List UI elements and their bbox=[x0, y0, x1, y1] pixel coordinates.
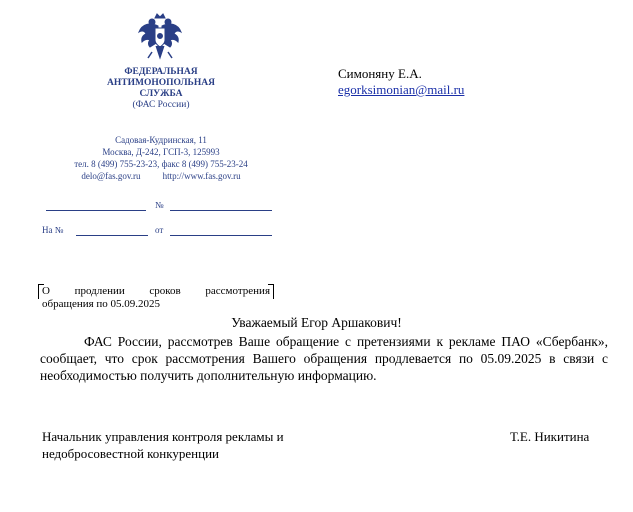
incoming-number-line bbox=[76, 235, 148, 236]
org-website: http://www.fas.gov.ru bbox=[162, 171, 241, 181]
outgoing-number-sign: № bbox=[155, 200, 164, 210]
incoming-number-label: На № bbox=[42, 225, 64, 235]
address-phone: тел. 8 (499) 755-23-23, факс 8 (499) 755-23-24 bbox=[74, 159, 248, 169]
subject-line-2: обращения по 05.09.2025 bbox=[42, 298, 161, 310]
subject-line-1: О продлении сроков рассмотрения bbox=[42, 285, 270, 297]
organization-address bbox=[44, 134, 278, 182]
org-short-name: (ФАС России) bbox=[132, 100, 190, 110]
outgoing-number-line bbox=[170, 210, 272, 211]
signer-position-line-1: Начальник управления контроля рекламы и bbox=[42, 429, 284, 444]
salutation: Уважаемый Егор Аршакович! bbox=[231, 315, 402, 330]
org-email: delo@fas.gov.ru bbox=[81, 171, 141, 181]
org-line-3: СЛУЖБА bbox=[139, 89, 183, 99]
outgoing-date-line bbox=[46, 210, 146, 211]
recipient-email-link[interactable]: egorksimonian@mail.ru bbox=[338, 82, 465, 97]
signer-position-line-2: недобросовестной конкуренции bbox=[42, 446, 219, 461]
signer-position bbox=[42, 428, 362, 462]
signer-name: Т.Е. Никитина bbox=[510, 429, 590, 444]
address-city: Москва, Д-242, ГСП-3, 125993 bbox=[102, 147, 220, 157]
incoming-date-label: от bbox=[155, 225, 164, 235]
org-line-2: АНТИМОНОПОЛЬНАЯ bbox=[107, 78, 215, 88]
address-street: Садовая-Кудринская, 11 bbox=[115, 135, 207, 145]
letter-subject bbox=[42, 285, 270, 311]
recipient-name: Симоняну Е.А. bbox=[338, 66, 422, 81]
coat-of-arms-emblem bbox=[136, 12, 184, 64]
recipient-block bbox=[338, 66, 464, 98]
org-line-1: ФЕДЕРАЛЬНАЯ bbox=[124, 67, 198, 77]
letter-body: ФАС России, рассмотрев Ваше обращение с претензиями к рекламе ПАО «Сбербанк», сообщает, что срок рассмотрения Вашего обращения продлевается по 05.09.2025 в связи с необходимостью получить дополнительную информацию. bbox=[40, 334, 608, 383]
organization-name bbox=[90, 67, 232, 111]
incoming-date-line bbox=[170, 235, 272, 236]
